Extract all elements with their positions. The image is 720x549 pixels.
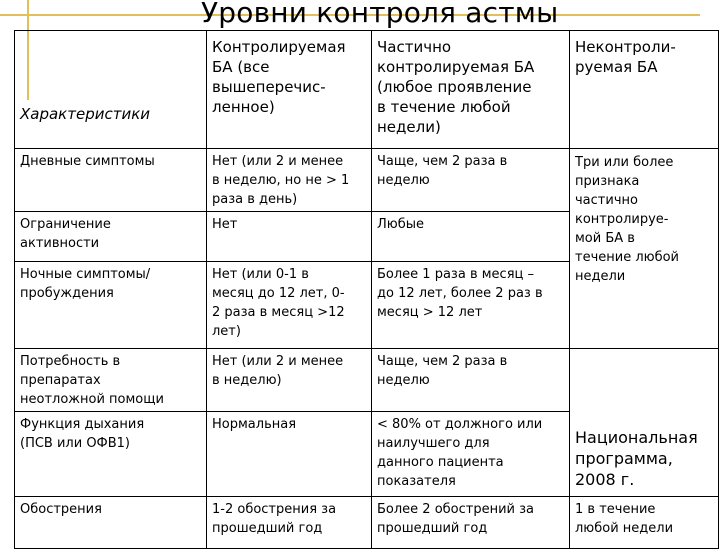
- cell-controlled: Нет (или 2 и менее в неделю): [207, 349, 372, 412]
- header-uncontrolled: Неконтроли- руемая БА: [570, 31, 719, 149]
- table-row: [15, 149, 719, 212]
- cell-partial: < 80% от должного или наилучшего для данного пациента показателя: [372, 412, 570, 497]
- cell-partial: Более 1 раза в месяц – до 12 лет, более 2 раз в месяц > 12 лет: [372, 262, 570, 349]
- source-note: Национальная программа, 2008 г.: [575, 428, 698, 489]
- row-label-activity-limitation: Ограничение активности: [15, 212, 207, 262]
- row-label-night-symptoms: Ночные симптомы/ пробуждения: [15, 262, 207, 349]
- table-row: [15, 349, 719, 412]
- cell-controlled: Нет (или 2 и менее в неделю, но не > 1 раза в день): [207, 149, 372, 212]
- asthma-control-table: [14, 30, 719, 549]
- cell-partial: Более 2 обострений за прошедший год: [372, 497, 570, 549]
- cell-controlled: Нормальная: [207, 412, 372, 497]
- cell-uncontrolled: 1 в течение любой недели: [570, 497, 719, 549]
- row-label-daytime-symptoms: Дневные симптомы: [15, 149, 207, 212]
- cell-controlled: 1-2 обострения за прошедший год: [207, 497, 372, 549]
- header-partially-controlled: Частично контролируемая БА (любое проявление в течение любой недели): [372, 31, 570, 149]
- header-controlled: Контролируемая БА (все вышеперечис- ленное): [207, 31, 372, 149]
- cell-controlled: Нет (или 0-1 в месяц до 12 лет, 0- 2 раза в месяц >12 лет): [207, 262, 372, 349]
- cell-uncontrolled-merged: Три или более признака частично контролируе- мой БА в течение любой недели: [570, 149, 719, 349]
- row-label-lung-function: Функция дыхания (ПСВ или ОФВ1): [15, 412, 207, 497]
- slide-title: Уровни контроля астмы: [201, 0, 559, 29]
- row-label-exacerbations: Обострения: [15, 497, 207, 549]
- cell-partial: Чаще, чем 2 раза в неделю: [372, 149, 570, 212]
- cell-partial: Любые: [372, 212, 570, 262]
- cell-controlled: Нет: [207, 212, 372, 262]
- table-header-row: [15, 31, 719, 149]
- row-label-rescue-medication: Потребность в препаратах неотложной помощи: [15, 349, 207, 412]
- header-characteristics: Характеристики: [15, 31, 207, 149]
- table-row: [15, 497, 719, 549]
- source-cell: [570, 349, 719, 497]
- cell-partial: Чаще, чем 2 раза в неделю: [372, 349, 570, 412]
